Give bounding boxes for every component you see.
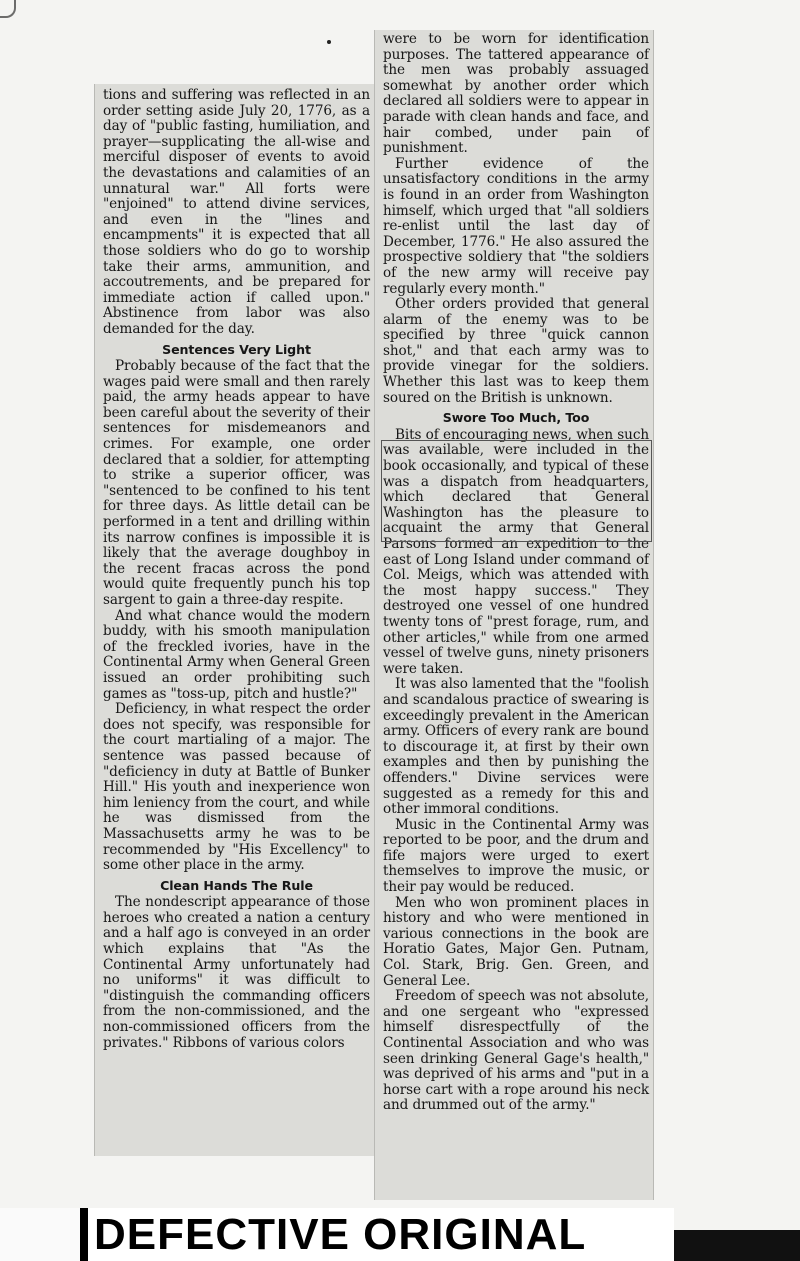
left-column-clipping: [94, 84, 375, 1156]
right-column-paragraph: Bits of encouraging news, when such was available, were included in the book occasionally, and typical of these was a dispatch from headquarters, which declared that General Washington has the pleasure to acquaint the army that General Parsons formed an expedition to the east of Long Island under command of Col. Meigs, which was attended with the most happy success." They destroyed one vessel of one hundred twenty tons of "prest forage, rum, and other articles," while from one armed vessel of twelve guns, ninety prisoners were taken.: [383, 426, 649, 677]
right-column-paragraph: It was also lamented that the "foolish and scandalous practice of swearing is exceedingly prevalent in the American army. Officers of every rank are bound to discourage it, at first by their own examples and then by punishing the offenders." Divine services were suggested as a remedy for this and other immoral conditions.: [383, 676, 649, 818]
right-column-clipping: [374, 30, 654, 1200]
defective-original-banner: DEFECTIVE ORIGINAL: [80, 1208, 674, 1261]
left-column-paragraph: And what chance would the modern buddy, with his smooth manipulation of the freckled ivories, have in the Continental Army when General Green issued an order prohibiting such games as "toss-up, pitch and hustle?": [103, 607, 370, 702]
left-column-subheading: Sentences Very Light: [162, 341, 311, 357]
scan-corner-mark: [0, 0, 16, 18]
left-column-paragraph: tions and suffering was reflected in an order setting aside July 20, 1776, as a day of "public fasting, humiliation, and prayer—supplicating the all-wise and merciful disposer of events to avoid the devastations and calamities of an unnatural war." All forts were "enjoined" to attend divine services, and even in the "lines and encampments" it is expected that all those soldiers who do go to worship take their arms, ammunition, and accoutrements, and be prepared for immediate action if called upon." Abstinence from labor was also demanded for the day.: [103, 87, 370, 337]
left-column-paragraph: The nondescript appearance of those heroes who created a nation a century and a half ago is conveyed in an order which explains that "As the Continental Army unfortunately had no uniforms" it was difficult to "distinguish the commanding officers from the non-commissioned, and the non-commissioned officers from the privates." Ribbons of various colors: [103, 894, 370, 1051]
scan-speck: [327, 40, 331, 44]
right-column-subheading: Swore Too Much, Too: [442, 410, 590, 426]
right-column-paragraph: Men who won prominent places in history and who were mentioned in various connections in the book are Horatio Gates, Major Gen. Putnam, Col. Stark, Brig. Gen. Green, and General Lee.: [383, 894, 649, 989]
banner-margin: [0, 1208, 80, 1261]
right-column-paragraph: Further evidence of the unsatisfactory conditions in the army is found in an order from Washington himself, which urged that "all soldiers re-enlist until the last day of December, 1776." He also assured the prospective soldiery that "the soldiers of the new army will receive pay regularly every month.": [383, 155, 649, 297]
right-column-paragraph: Other orders provided that general alarm of the enemy was to be specified by three "quick cannon shot," and that each army was to provide vinegar for the soldiers. Whether this last was to keep them soured on the British is unknown.: [383, 296, 649, 406]
left-column-paragraph: Deficiency, in what respect the order does not specify, was responsible for the court martialing of a major. The sentence was passed because of "deficiency in duty at Battle of Bunker Hill." His youth and inexperience won him leniency from the court, and while he was dismissed from the Massachusetts army he was to be recommended by "His Excellency" to some other place in the army.: [103, 701, 370, 874]
right-column-paragraph: Music in the Continental Army was reported to be poor, and the drum and fife majors were urged to exert themselves to improve the music, or their pay would be reduced.: [383, 816, 649, 896]
right-column-paragraph: were to be worn for identification purposes. The tattered appearance of the men was probably assuaged somewhat by another order which declared all soldiers were to appear in parade with clean hands and face, and hair combed, under pain of punishment.: [383, 31, 649, 157]
left-column-subheading: Clean Hands The Rule: [160, 877, 313, 893]
left-column-paragraph: Probably because of the fact that the wages paid were small and then rarely paid, the army heads appear to have been careful about the severity of their sentences for misdemeanors and crimes. For example, one order declared that a soldier, for attempting to strike a superior officer, was "sentenced to be confined to his tent for three days. As little detail can be performed in a tent and drilling within its narrow confines is impossible it is likely that the average doughboy in the recent fracas across the pond would quite frequently punch his top sargent to gain a three-day respite.: [103, 358, 370, 608]
right-column-paragraph: Freedom of speech was not absolute, and one sergeant who "expressed himself disrespectfully of the Continental Association and who was seen drinking General Gage's health," was deprived of his arms and "put in a horse cart with a rope around his neck and drummed out of the army.": [383, 988, 649, 1114]
banner-black-bar: [674, 1230, 800, 1261]
